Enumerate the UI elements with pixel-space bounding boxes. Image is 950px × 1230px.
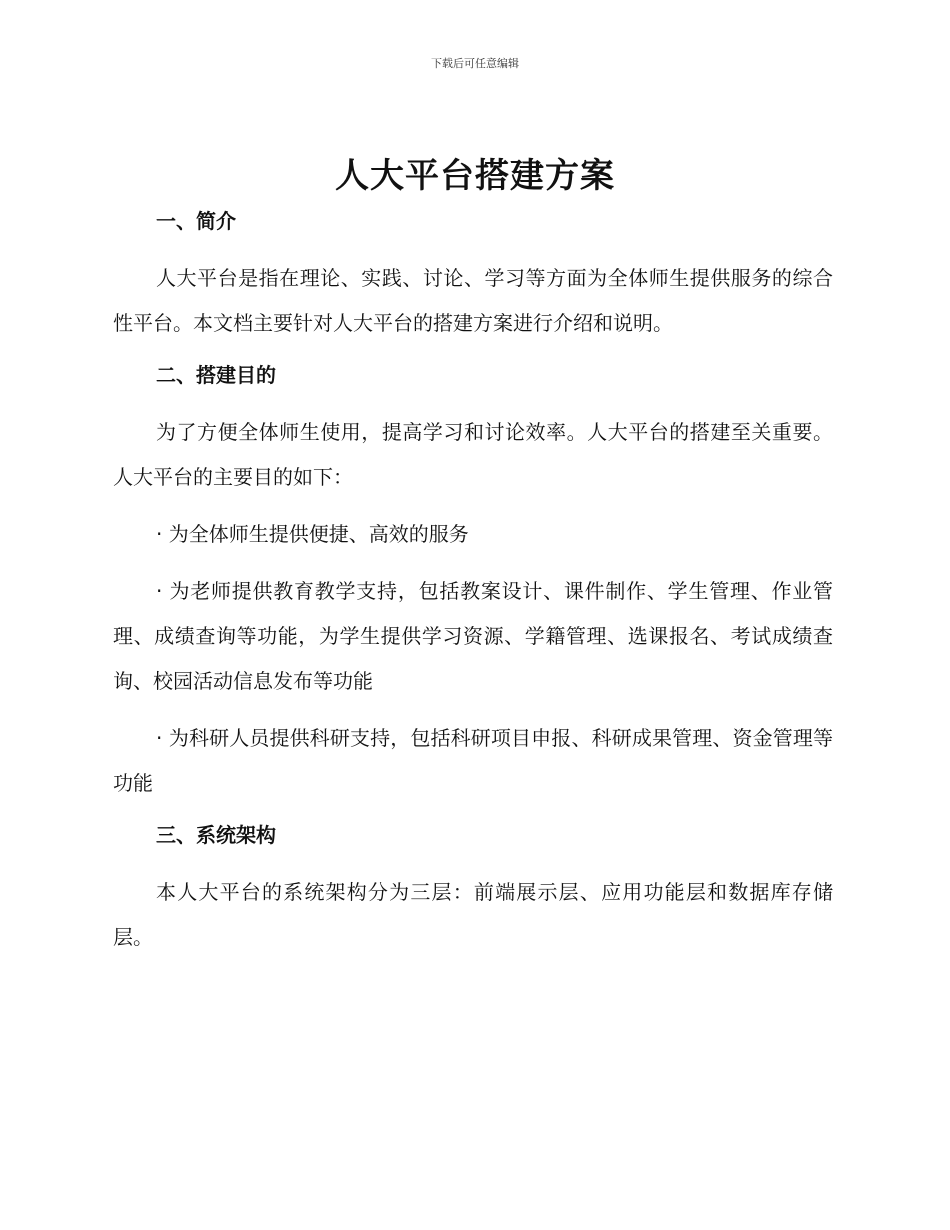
document-title: 人大平台搭建方案 [335,156,615,196]
section-heading-purpose: 二、搭建目的 [156,363,276,387]
purpose-bullet-2: · 为老师提供教育教学支持，包括教案设计、课件制作、学生管理、作业管理、成绩查询等功能，为学生提供学习资源、学籍管理、选课报名、考试成绩查询、校园活动信息发布等功能 [113,579,833,693]
architecture-paragraph: 本人大平台的系统架构分为三层：前端展示层、应用功能层和数据库存储层。 [113,880,833,949]
header-note: 下载后可任意编辑 [431,57,519,70]
intro-paragraph: 人大平台是指在理论、实践、讨论、学习等方面为全体师生提供服务的综合性平台。本文档主要针对人大平台的搭建方案进行介绍和说明。 [113,266,833,335]
document-body [113,200,833,972]
purpose-bullet-1: · 为全体师生提供便捷、高效的服务 [156,522,469,546]
section-heading-architecture: 三、系统架构 [156,823,276,847]
purpose-paragraph: 为了方便全体师生使用，提高学习和讨论效率。人大平台的搭建至关重要。人大平台的主要目的如下： [113,420,833,489]
section-heading-intro: 一、简介 [156,209,236,233]
purpose-bullet-3: · 为科研人员提供科研支持，包括科研项目申报、科研成果管理、资金管理等功能 [113,726,833,795]
